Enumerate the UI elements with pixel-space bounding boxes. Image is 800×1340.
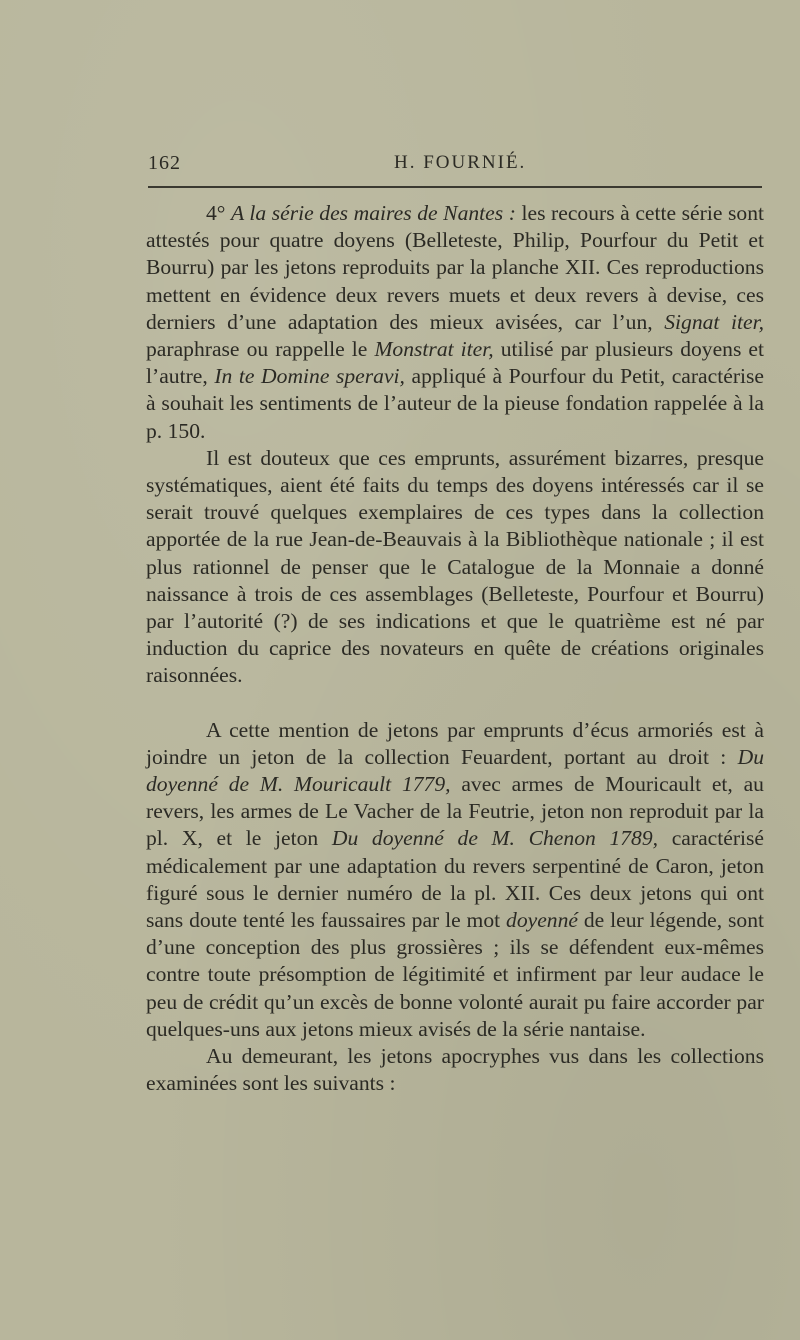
text-run: de leur légende, sont d’une conception des plus grossières ; ils se défendent eux-mêmes contre toute présomption de légitimité et infirment par leur audace le peu de crédit qu’un excès de bonne volonté aurait pu faire accorder par quelques-uns aux jetons mieux avisés de la série nantaise. xyxy=(146,908,764,1041)
paragraph-maires-de-nantes xyxy=(146,200,764,445)
text-run: paraphrase ou rappelle le xyxy=(146,337,375,362)
text-run: avec armes de Mouricault et, au revers, les armes de Le Vacher de la Feutrie, jeton non reproduit par la pl. X, et le jeton xyxy=(146,772,764,851)
paragraph-jetons-armories xyxy=(146,717,764,1043)
paragraph-spacer xyxy=(146,690,764,717)
motto-in-te-domine: In te Domine speravi, xyxy=(214,364,405,389)
legend-chenon: Du doyenné de M. Chenon 1789, xyxy=(331,826,659,851)
word-doyenne: doyenné xyxy=(506,908,578,933)
running-head: H. FOURNIÉ. xyxy=(394,152,527,173)
text-run: A cette mention de jetons par emprunts d’écus armoriés est à joindre un jeton de la collection Feuardent, portant au droit : xyxy=(146,717,764,769)
motto-monstrat-iter: Monstrat iter, xyxy=(374,337,494,362)
page-header xyxy=(148,152,762,178)
paragraph-number: 4° xyxy=(206,201,232,225)
legend-mouricault: Du doyenné de M. Mouricault 1779, xyxy=(146,744,764,797)
paragraph-emprunts: Il est douteux que ces emprunts, assurément bizarres, presque systématiques, aient été faits du temps des doyens intéressés car il se serait trouvé quelques exemplaires de ces types dans la collection apportée de la rue Jean-de-Beauvais à la Bibliothèque nationale ; il est plus rationnel de penser que le Catalogue de la Monnaie a donné naissance à trois de ces assemblages (Belleteste, Pourfour et Bourru) par l’autorité (?) de ses indications et que le quatrième est né par induction du caprice des novateurs en quête de créations originales raisonnées. xyxy=(146,445,764,688)
text-run: appliqué à Pourfour du Petit, caractérise à souhait les sentiments de l’auteur de la pieuse fondation rappelée à la p. 150. xyxy=(146,364,764,443)
page-number: 162 xyxy=(148,152,181,174)
section-heading-italic: A la série des maires de Nantes : xyxy=(231,201,516,225)
body-text xyxy=(146,200,764,1098)
header-rule xyxy=(148,186,762,188)
motto-signat-iter: Signat iter, xyxy=(664,309,764,334)
text-run: caractérisé médicalement par une adaptation du revers serpentiné de Caron, jeton figuré sous le dernier numéro de la pl. XII. Ces deux jetons qui ont sans doute tenté les faussaires par le mot xyxy=(146,826,764,933)
text-run: utilisé par plusieurs doyens et l’autre, xyxy=(146,337,765,389)
text-run: les recours à cette série sont attestés pour quatre doyens (Belleteste, Philip, Pourfour du Petit et Bourru) par les jetons reproduits par la planche XII. Ces reproductions mettent en évidence deux revers muets et deux revers à devise, ces derniers d’une adaptation des mieux avisées, car l’un, xyxy=(146,201,764,334)
paragraph-au-demeurant: Au demeurant, les jetons apocryphes vus dans les collections examinées sont les suivants : xyxy=(146,1044,764,1096)
